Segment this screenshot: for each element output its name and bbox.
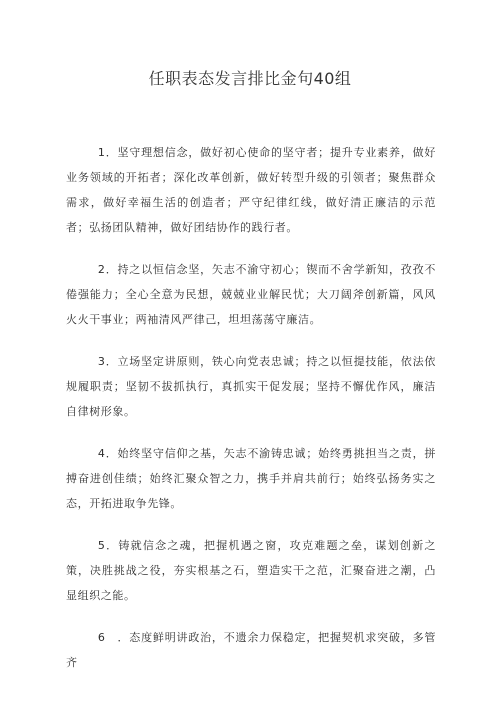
paragraph-6: 6 ．态度鲜明讲政治，不遗余力保稳定，把握契机求突破，多管齐 — [66, 631, 436, 669]
paragraph-3: 3．立场坚定讲原则，铁心向党表忠诚；持之以恒提技能，依法依规履职责；坚韧不拔抓执行，真抓实干促发展；坚持不懈优作风，廉洁自律树形象。 — [66, 355, 436, 418]
paragraph-1: 1．坚守理想信念，做好初心使命的坚守者；提升专业素养，做好业务领域的开拓者；深化改革创新，做好转型升级的引领者；聚焦群众需求，做好幸福生活的创造者；严守纪律红线，做好清正廉洁的示范者；弘扬团队精神，做好团结协作的践行者。 — [66, 146, 436, 234]
paragraph-4: 4．始终坚守信仰之基，矢志不渝铸忠诚；始终勇挑担当之责，拼搏奋进创佳绩；始终汇聚众智之力，携手并肩共前行；始终弘扬务实之态，开拓进取争先锋。 — [66, 447, 436, 510]
document-title: 任职表态发言排比金句40组 — [148, 69, 352, 88]
paragraph-5: 5．铸就信念之魂，把握机遇之窗，攻克难题之垒，谋划创新之策，决胜挑战之役，夯实根基之石，塑造实干之范，汇聚奋进之潮，凸显组织之能。 — [66, 539, 436, 602]
paragraph-2: 2．持之以恒信念坚，矢志不渝守初心；锲而不舍学新知，孜孜不倦强能力；全心全意为民想，兢兢业业解民忧；大刀阔斧创新篇，风风火火干事业；两袖清风严律己，坦坦荡荡守廉洁。 — [66, 263, 436, 326]
document-body — [66, 140, 436, 692]
